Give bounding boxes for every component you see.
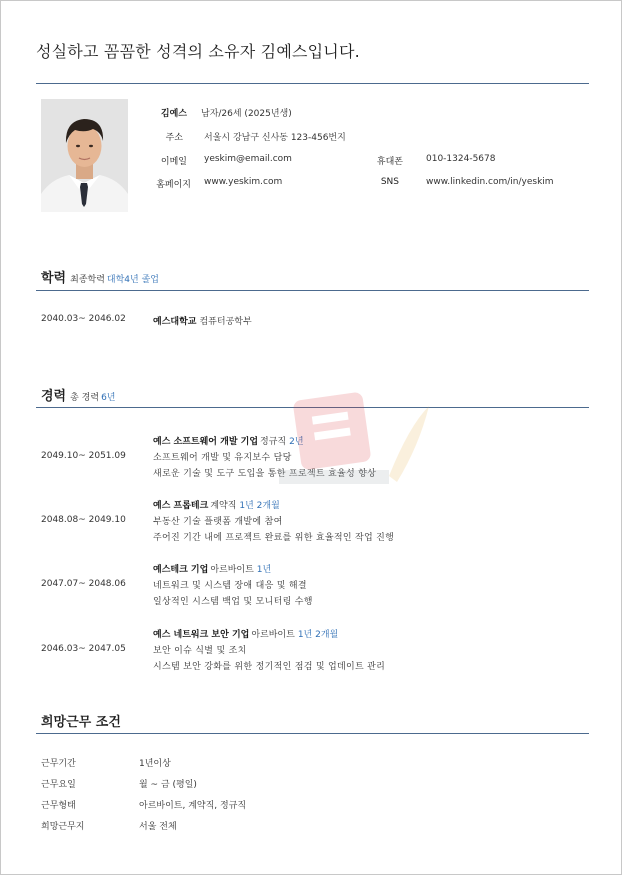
education-divider [36, 290, 589, 291]
career-duty: 보안 이슈 식별 및 조치 [153, 646, 247, 656]
career-duty: 일상적인 시스템 백업 및 모니터링 수행 [153, 597, 313, 607]
career-type: 계약직 [210, 501, 237, 511]
career-entry-title [153, 434, 304, 447]
conditions-divider [36, 733, 589, 734]
resume-headline: 성실하고 꼼꼼한 성격의 소유자 김예스입니다. [36, 42, 360, 61]
sns-value: www.linkedin.com/in/yeskim [426, 177, 554, 187]
homepage-label: 홈페이지 [156, 180, 191, 190]
career-period: 2049.10~ 2051.09 [41, 451, 126, 461]
phone-label: 휴대폰 [376, 157, 403, 167]
career-entry-title [153, 562, 271, 575]
condition-value: 1년이상 [139, 759, 171, 769]
phone-value: 010-1324-5678 [426, 154, 496, 164]
career-type: 아르바이트 [210, 565, 254, 575]
career-company: 예스 프롭테크 [153, 501, 209, 511]
condition-value: 아르바이트, 계약직, 정규직 [139, 801, 247, 811]
career-sub-label: 총 경력 [70, 393, 100, 403]
career-duration: 2년 [289, 437, 304, 447]
career-duration: 1년 2개월 [239, 501, 280, 511]
condition-value: 서울 전체 [139, 822, 177, 832]
profile-basic: 남자/26세 (2025년생) [201, 109, 292, 119]
conditions-section-title: 희망근무 조건 [41, 715, 121, 730]
header-divider [36, 83, 589, 84]
career-entry-title [153, 498, 280, 511]
career-period: 2046.03~ 2047.05 [41, 644, 126, 654]
email-label: 이메일 [160, 157, 187, 167]
career-duty: 새로운 기술 및 도구 도입을 통한 프로젝트 효율성 향상 [153, 469, 377, 479]
career-title: 경력 [41, 389, 67, 404]
condition-label: 근무형태 [41, 801, 76, 811]
career-duty: 주어진 기간 내에 프로젝트 완료를 위한 효율적인 작업 진행 [153, 533, 395, 543]
school-name: 예스대학교 [153, 317, 197, 327]
career-company: 예스테크 기업 [153, 565, 209, 575]
education-sub-label: 최종학력 [70, 275, 105, 285]
school-major: 컴퓨터공학부 [199, 317, 252, 327]
education-school [153, 314, 252, 327]
career-divider [36, 407, 589, 408]
career-duty: 시스템 보안 강화를 위한 정기적인 점검 및 업데이트 관리 [153, 662, 386, 672]
career-duty: 소프트웨어 개발 및 유지보수 담당 [153, 453, 292, 463]
career-type: 아르바이트 [251, 630, 295, 640]
sns-label: SNS [380, 177, 399, 187]
education-section-title [41, 267, 159, 286]
email-value: yeskim@email.com [204, 154, 292, 164]
condition-label: 근무요일 [41, 780, 76, 790]
education-period: 2040.03~ 2046.02 [41, 314, 126, 324]
homepage-value: www.yeskim.com [204, 177, 283, 187]
address-value: 서울시 강남구 신사동 123-456번지 [204, 133, 346, 143]
profile-photo [41, 99, 128, 212]
profile-name: 김예스 [160, 109, 187, 119]
career-type: 정규직 [260, 437, 287, 447]
education-sub-value: 대학4년 졸업 [106, 275, 159, 285]
condition-value: 월 ~ 금 (평일) [139, 780, 197, 790]
education-title: 학력 [41, 271, 67, 286]
career-period: 2048.08~ 2049.10 [41, 515, 126, 525]
career-entry-title [153, 627, 338, 640]
career-duration: 1년 [256, 565, 272, 575]
address-label: 주소 [165, 133, 183, 143]
career-sub-value: 6년 [101, 393, 116, 403]
career-duty: 부동산 기술 플랫폼 개발에 참여 [153, 517, 283, 527]
career-section-title [41, 385, 116, 404]
career-duty: 네트워크 및 시스템 장애 대응 및 해결 [153, 581, 307, 591]
career-company: 예스 소프트웨어 개발 기업 [153, 437, 259, 447]
career-duration: 1년 2개월 [297, 630, 339, 640]
career-company: 예스 네트워크 보안 기업 [153, 630, 250, 640]
career-period: 2047.07~ 2048.06 [41, 579, 126, 589]
condition-label: 근무기간 [41, 759, 76, 769]
condition-label: 희망근무지 [41, 822, 85, 832]
